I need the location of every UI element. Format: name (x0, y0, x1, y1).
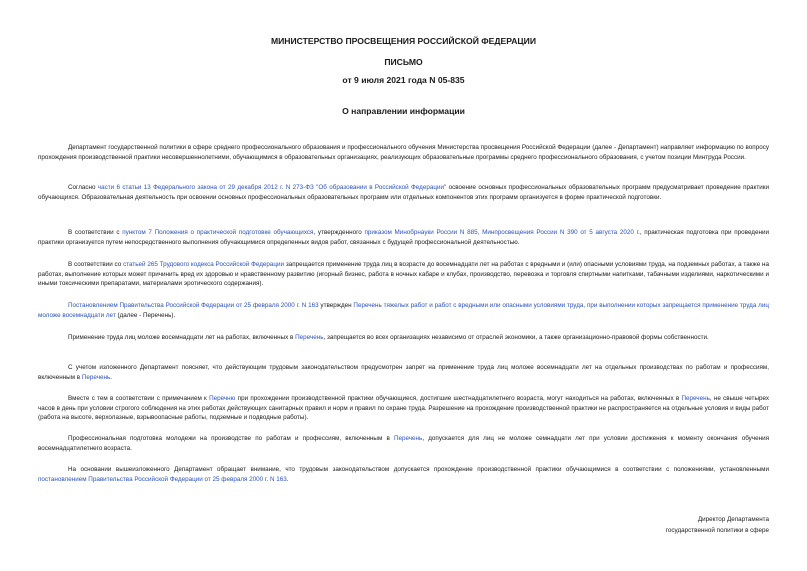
paragraph-text: . (286, 475, 289, 483)
paragraph-text: , не свыше четырех часов в день при условии строгого соблюдения на этих работах действующих санитарных правил и норм и правил по охране труда. Разрешение на прохождение производственной практики не распространяется на отдельные условия и виды работ (работа на высоте, верхолазные, взрывоопасные работы, подземные и подводные работы). (38, 395, 770, 422)
paragraph-text: при прохождении производственной практики обучающиеся, достигшие шестнадцатилетнего возраста, могут находиться на работах, включенных в (235, 395, 682, 402)
government-decree-link[interactable]: постановлением Правительства Российской Федерации от 25 февраля 2000 г. N 163 (38, 475, 287, 483)
paragraph-text: утвержден (318, 302, 354, 309)
document-type: ПИСЬМО (384, 57, 423, 67)
paragraph-10 (38, 465, 769, 484)
paragraph-text: В соответствии с (68, 229, 123, 236)
government-decree-link[interactable]: Постановлением Правительства Российской Федерации от 25 февраля 2000 г. N 163 (68, 302, 319, 309)
law-article-link[interactable]: части 6 статьи 13 Федерального закона от 29 декабря 2012 г. N 273-ФЗ "Об образовании в Российской Федерации" (97, 184, 447, 191)
paragraph-text: В соответствии со (68, 261, 124, 268)
list-link[interactable]: Перечень (81, 373, 111, 381)
paragraph-text: (далее - Перечень). (115, 311, 176, 319)
paragraph-text: , запрещается во всех организациях независимо от отраслей экономики, а также организационно-правовой формы собственности. (323, 334, 709, 341)
paragraph-text: Вместе с тем в соответствии с примечанием к (68, 395, 210, 402)
ministry-title: МИНИСТЕРСТВО ПРОСВЕЩЕНИЯ РОССИЙСКОЙ ФЕДЕРАЦИИ (270, 36, 537, 46)
paragraph-3 (38, 228, 769, 247)
paragraph-text: . (110, 373, 112, 381)
order-link[interactable]: приказом Минобрнауки России N 885, Минпросвещения России N 390 от 5 августа 2020 г. (364, 229, 640, 236)
paragraph-text: освоение основных профессиональных образовательных программ предусматривает проведение практики обучающихся. Образовательная деятельность при освоении основных профессиональных образовательных программ или отдельных компонентов этих программ организуется в форме практической подготовки. (38, 184, 769, 201)
paragraph-text: Согласно (68, 184, 98, 191)
document-subject: О направлении информации (342, 106, 465, 116)
document-date-number: от 9 июля 2021 года N 05-835 (342, 75, 465, 85)
paragraph-text: Профессиональная подготовка молодежи на производстве по работам и профессиям, включенным в (68, 435, 394, 442)
signature-line-2: государственной политики в сфере (665, 527, 769, 534)
paragraph-text: Департамент государственной политики в сфере среднего профессионального образования и профессионального обучения Министерства просвещения Российской Федерации (далее - Департамент) направляет информацию по вопросу прохождения производственной практики несовершеннолетними, обучающимися в образовательных организациях, реализующих образовательные программы среднего профессионального образования, с учетом позиции Минтруда России. (38, 144, 769, 161)
hazardous-work-list-link[interactable]: Перечень тяжелых работ и работ с вредными или опасными условиями труда, при выполнении которых запрещается применение труда лиц моложе восемнадцати лет (38, 302, 769, 319)
paragraph-7 (38, 363, 769, 382)
paragraph-text: Применение труда лиц моложе восемнадцати лет на работах, включенных в (68, 334, 296, 341)
labor-code-link[interactable]: статьей 265 Трудового кодекса Российской Федерации (123, 261, 285, 268)
paragraph-5 (38, 301, 769, 320)
paragraph-text: запрещается применение труда лиц в возрасте до восемнадцати лет на работах с вредными и (или) опасными условиями труда, на подземных работах, а также на работах, выполнение которых может причинить вред их здоровью и нравственному развитию (игорный бизнес, работа в ночных кабаре и клубах, производство, перевозка и торговля спиртными напитками, табачными изделиями, наркотическими и иными токсическими препаратами, материалами эротического содержания). (38, 261, 769, 288)
paragraph-text: На основании вышеизложенного Департамент обращает внимание, что трудовым законодательством допускается прохождение производственной практики обучающимися в соответствии с положениями, установленными (68, 466, 769, 473)
paragraph-1 (38, 143, 769, 162)
paragraph-9 (38, 434, 769, 453)
paragraph-8 (38, 394, 769, 423)
paragraph-4 (38, 260, 769, 289)
paragraph-2 (38, 183, 769, 202)
paragraph-text: , допускается для лиц не моложе семнадцати лет при условии достижения к моменту окончания обучения восемнадцатилетнего возраста. (38, 435, 770, 452)
paragraph-6 (38, 333, 769, 343)
signature-line-1: Директор Департамента (697, 516, 769, 523)
paragraph-text: , утвержденного (313, 229, 365, 236)
regulation-point-link[interactable]: пунктом 7 Положения о практической подготовке обучающихся (122, 229, 314, 236)
list-link[interactable]: Перечень (393, 435, 423, 442)
paragraph-text: С учетом изложенного Департамент поясняет, что действующим трудовым законодательством предусмотрен запрет на применение труда лиц моложе восемнадцати лет на отдельных производствах по работам и профессиям, включенным в (38, 364, 769, 381)
paragraph-text: , практическая подготовка при проведении практики организуется путем непосредственного выполнения обучающимися определенных видов работ, связанных с будущей профессиональной деятельностью. (38, 229, 769, 246)
list-link[interactable]: Перечень (295, 334, 324, 341)
list-link[interactable]: Перечню (209, 395, 236, 402)
list-link[interactable]: Перечень (681, 395, 710, 402)
